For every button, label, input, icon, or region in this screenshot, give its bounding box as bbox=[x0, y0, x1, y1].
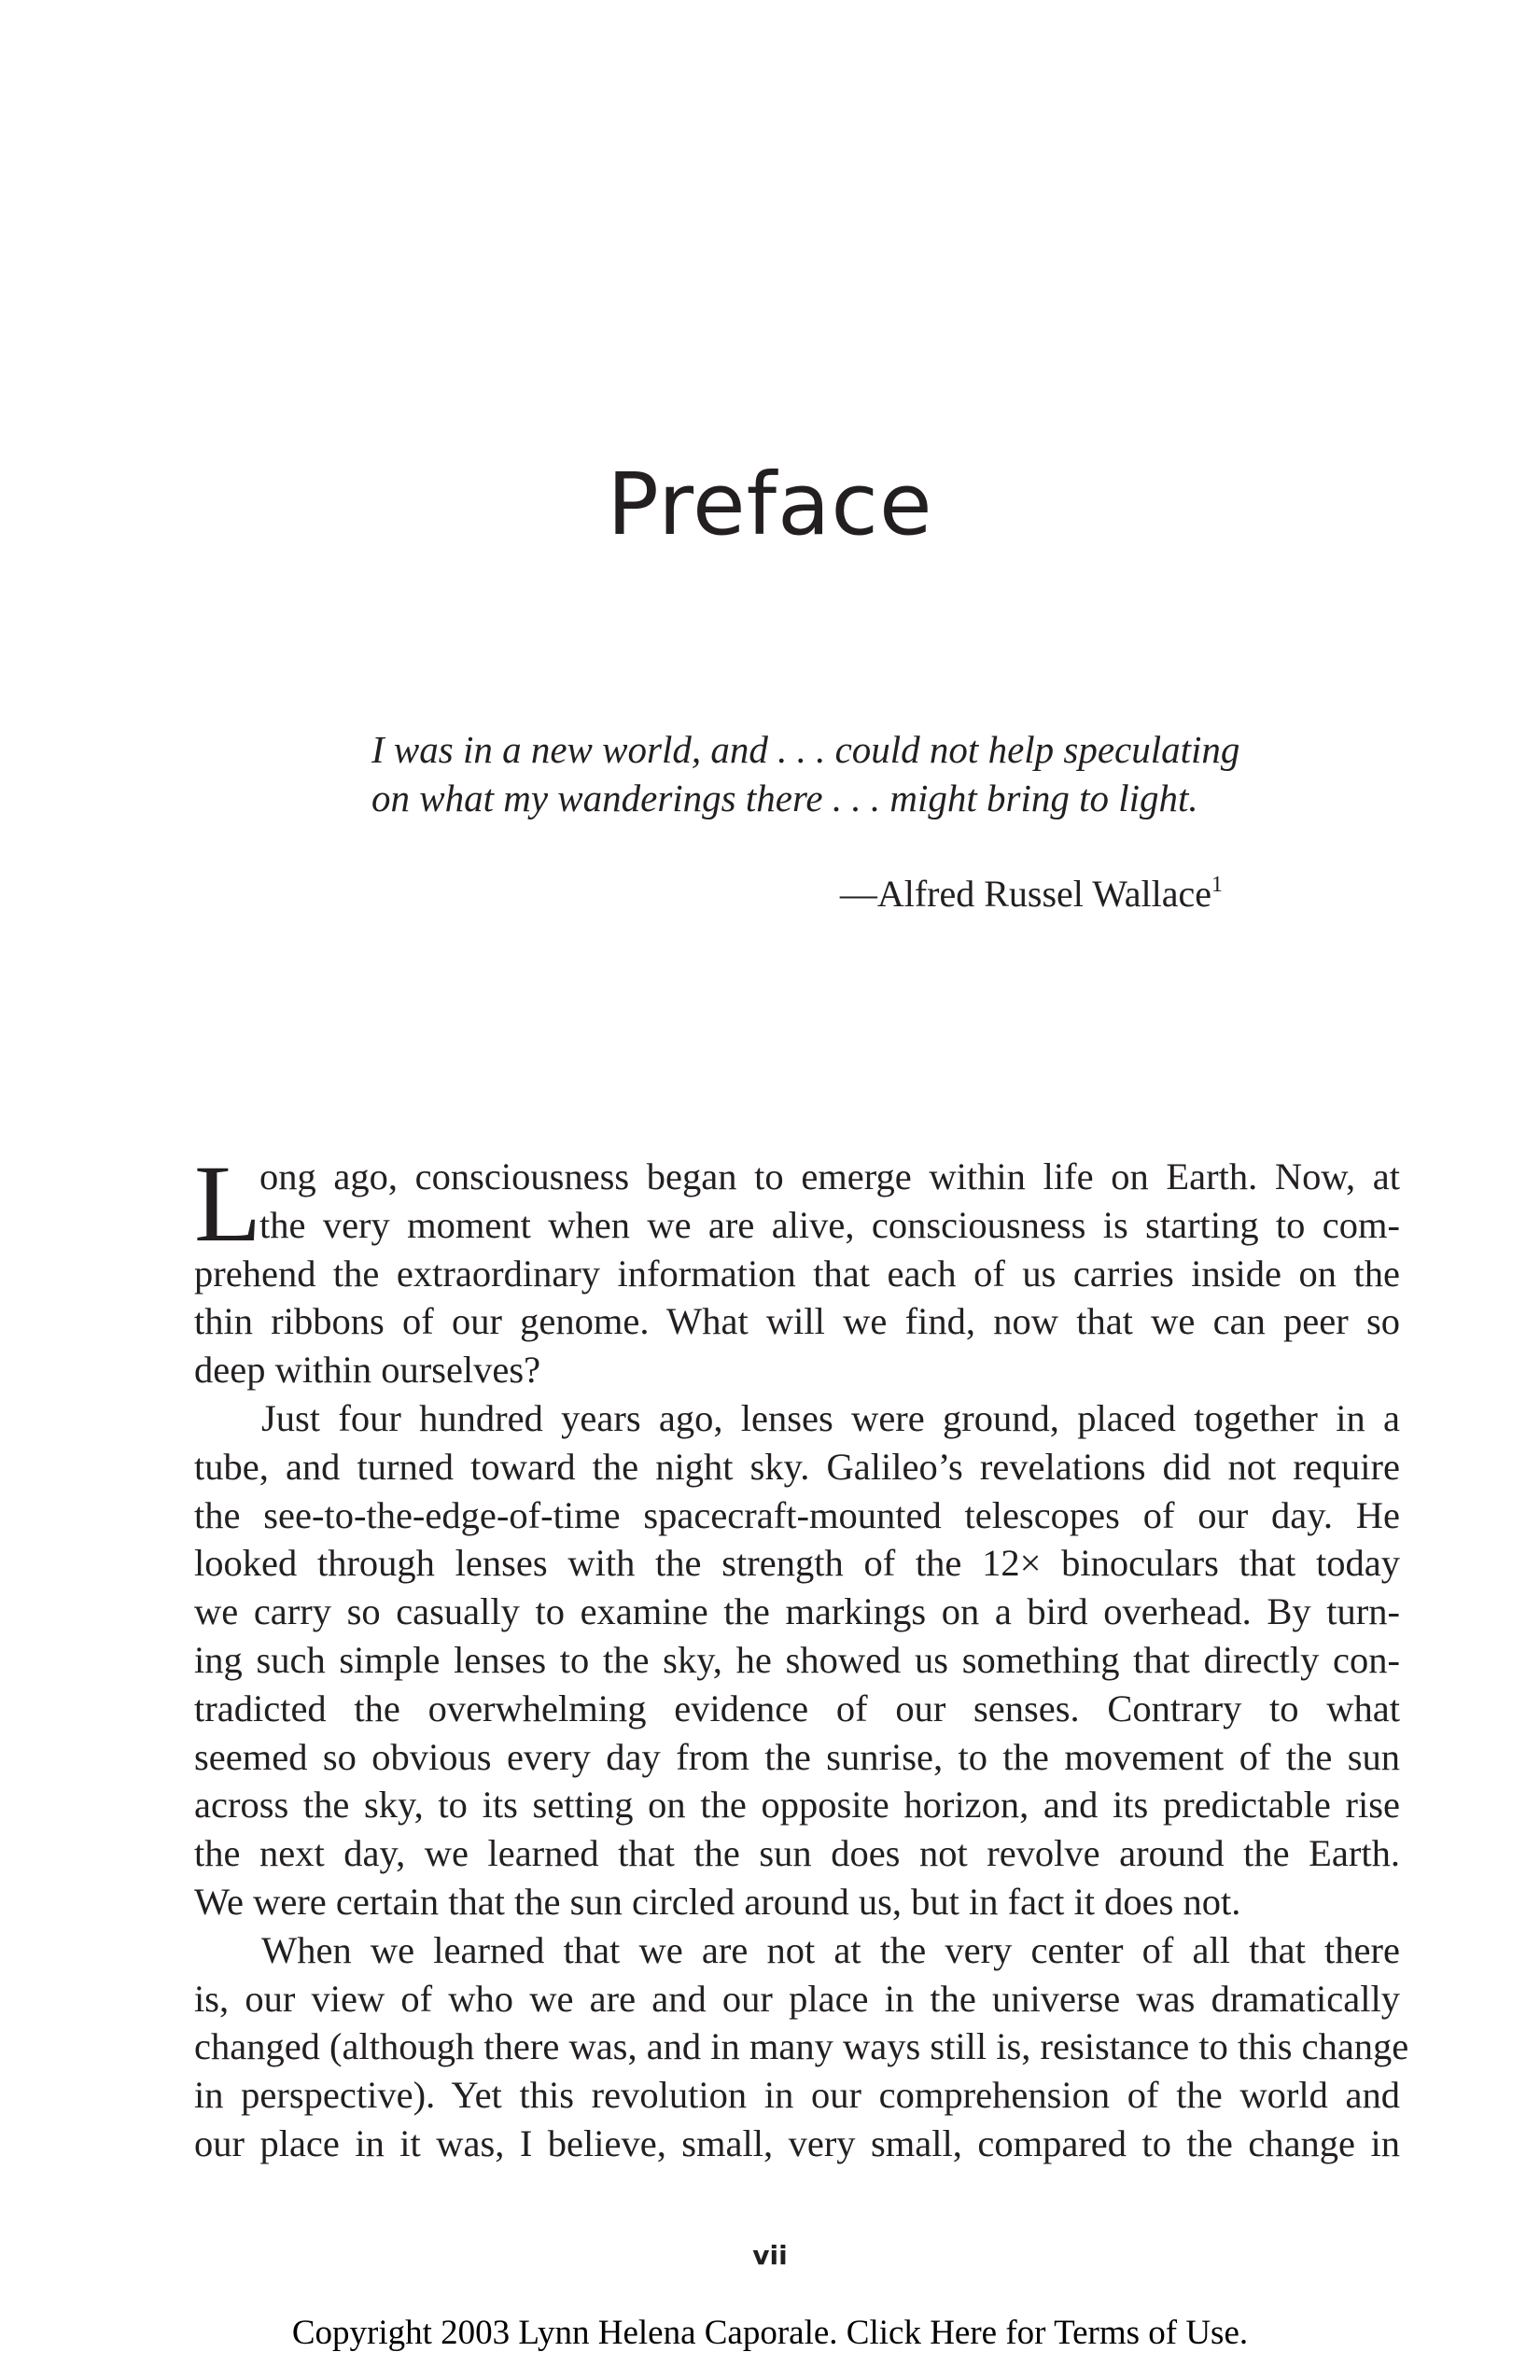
body-line: is, our view of who we are and our place in the universe was dramatically bbox=[194, 1977, 1400, 2020]
body-line: We were certain that the sun circled around us, but in fact it does not. bbox=[194, 1880, 1241, 1923]
body-line: seemed so obvious every day from the sunrise, to the movement of the sun bbox=[194, 1735, 1400, 1778]
attribution-text: —Alfred Russel Wallace bbox=[839, 873, 1211, 915]
body-line: Just four hundred years ago, lenses were ground, placed together in a bbox=[261, 1396, 1400, 1439]
body-line: changed (although there was, and in many ways still is, resistance to this change bbox=[194, 2025, 1409, 2068]
body-line: across the sky, to its setting on the opposite horizon, and its predictable rise bbox=[194, 1784, 1400, 1827]
footnote-reference: 1 bbox=[1211, 873, 1223, 897]
epigraph bbox=[371, 725, 1240, 822]
body-line: ing such simple lenses to the sky, he showed us something that directly con- bbox=[194, 1638, 1400, 1681]
body-line: the see-to-the-edge-of-time spacecraft-mounted telescopes of our day. He bbox=[194, 1493, 1400, 1536]
epigraph-line: on what my wanderings there . . . might bring to light. bbox=[371, 777, 1198, 819]
chapter-title: Preface bbox=[607, 454, 933, 554]
body-line: the next day, we learned that the sun does not revolve around the Earth. bbox=[194, 1832, 1400, 1875]
body-line: When we learned that we are not at the very center of all that there bbox=[261, 1928, 1400, 1971]
page-number: vii bbox=[752, 2240, 788, 2271]
drop-cap: L bbox=[194, 1142, 262, 1265]
epigraph-line: I was in a new world, and . . . could not help speculating bbox=[371, 728, 1240, 771]
body-line: looked through lenses with the strength of the 12× binoculars that today bbox=[194, 1542, 1400, 1585]
body-line: tube, and turned toward the night sky. Galileo’s revelations did not require bbox=[194, 1445, 1400, 1488]
body-line: we carry so casually to examine the markings on a bird overhead. By turn- bbox=[194, 1590, 1400, 1633]
body-line: the very moment when we are alive, consciousness is starting to com- bbox=[259, 1203, 1400, 1246]
body-text bbox=[194, 1142, 1409, 2168]
epigraph-attribution bbox=[840, 872, 1223, 916]
body-line: thin ribbons of our genome. What will we find, now that we can peer so bbox=[194, 1300, 1400, 1343]
body-line: deep within ourselves? bbox=[194, 1349, 541, 1392]
body-line: ong ago, consciousness began to emerge within life on Earth. Now, at bbox=[259, 1155, 1400, 1197]
copyright-notice[interactable]: Copyright 2003 Lynn Helena Caporale. Click Here for Terms of Use. bbox=[291, 2314, 1249, 2352]
body-line: in perspective). Yet this revolution in our comprehension of the world and bbox=[194, 2074, 1400, 2117]
body-line: our place in it was, I believe, small, very small, compared to the change in bbox=[194, 2121, 1400, 2164]
body-line: tradicted the overwhelming evidence of our senses. Contrary to what bbox=[194, 1687, 1400, 1729]
body-line: prehend the extraordinary information that each of us carries inside on the bbox=[194, 1252, 1400, 1295]
